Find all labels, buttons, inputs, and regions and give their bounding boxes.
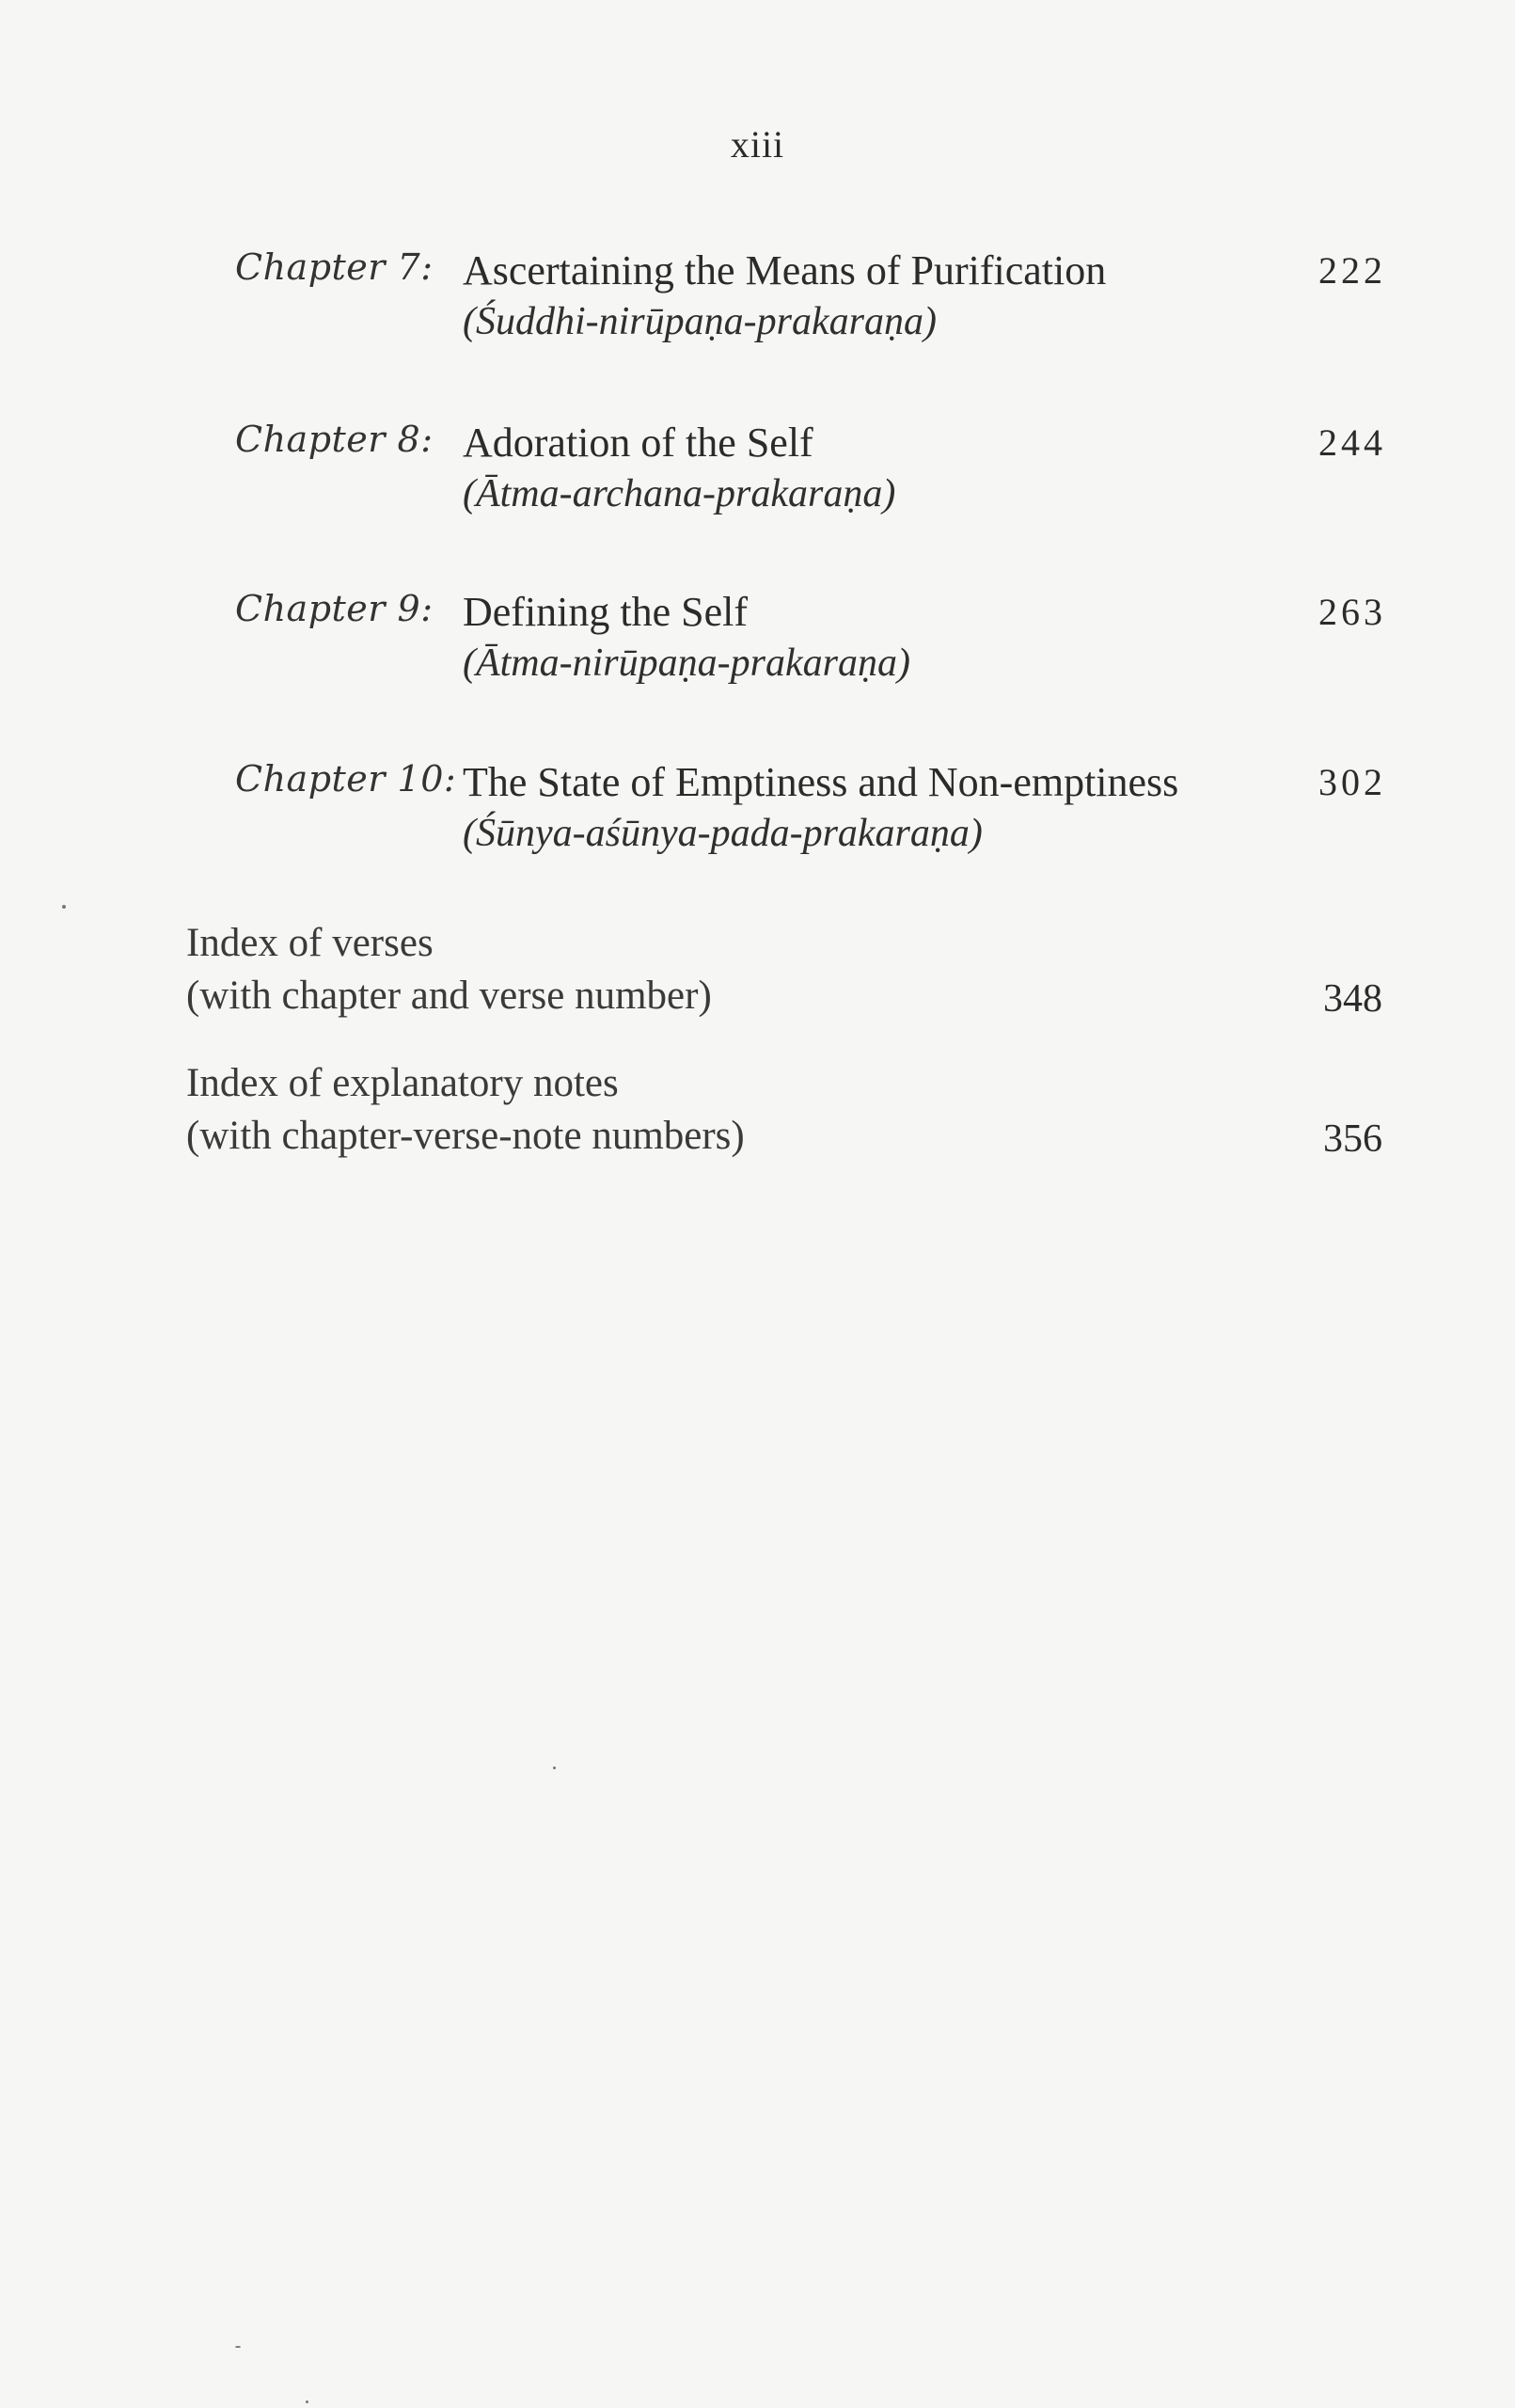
chapter-title: Ascertaining the Means of Purification — [463, 247, 1107, 293]
scan-speck — [306, 2400, 308, 2403]
chapter-label: Chapter 8: — [235, 419, 434, 460]
index-page-number: 356 — [1323, 1117, 1382, 1161]
chapter-title: Defining the Self — [463, 589, 749, 635]
index-title: Index of explanatory notes — [186, 1061, 619, 1105]
toc-entry-index-of-verses — [0, 920, 1515, 1033]
toc-entry-chapter-10 — [0, 758, 1515, 871]
chapter-subtitle: (Ātma-archana-prakaraṇa) — [463, 472, 896, 515]
chapter-label: Chapter 9: — [235, 588, 434, 629]
toc-entry-chapter-7 — [0, 246, 1515, 359]
chapter-page-number: 302 — [1318, 761, 1386, 803]
chapter-subtitle: (Śuddhi-nirūpaṇa-prakaraṇa) — [463, 300, 937, 343]
chapter-page-number: 222 — [1318, 249, 1386, 292]
page-number: xiii — [730, 123, 785, 166]
chapter-page-number: 244 — [1318, 421, 1386, 464]
chapter-label: Chapter 10: — [235, 758, 457, 800]
index-title: Index of verses — [186, 921, 434, 965]
chapter-title: The State of Emptiness and Non-emptiness — [463, 759, 1179, 805]
chapter-subtitle: (Ātma-nirūpaṇa-prakaraṇa) — [463, 642, 910, 685]
scan-speck — [235, 2346, 241, 2348]
scan-speck — [553, 1766, 556, 1769]
toc-entry-chapter-8 — [0, 419, 1515, 531]
toc-entry-chapter-9 — [0, 588, 1515, 701]
scan-speck — [62, 905, 66, 909]
chapter-label: Chapter 7: — [235, 246, 434, 288]
chapter-title: Adoration of the Self — [463, 420, 813, 466]
index-description: (with chapter and verse number) — [186, 974, 712, 1018]
chapter-subtitle: (Śūnya-aśūnya-pada-prakaraṇa) — [463, 812, 983, 855]
chapter-page-number: 263 — [1318, 591, 1386, 633]
index-page-number: 348 — [1323, 977, 1382, 1021]
index-description: (with chapter-verse-note numbers) — [186, 1114, 745, 1158]
toc-entry-index-of-notes — [0, 1060, 1515, 1173]
